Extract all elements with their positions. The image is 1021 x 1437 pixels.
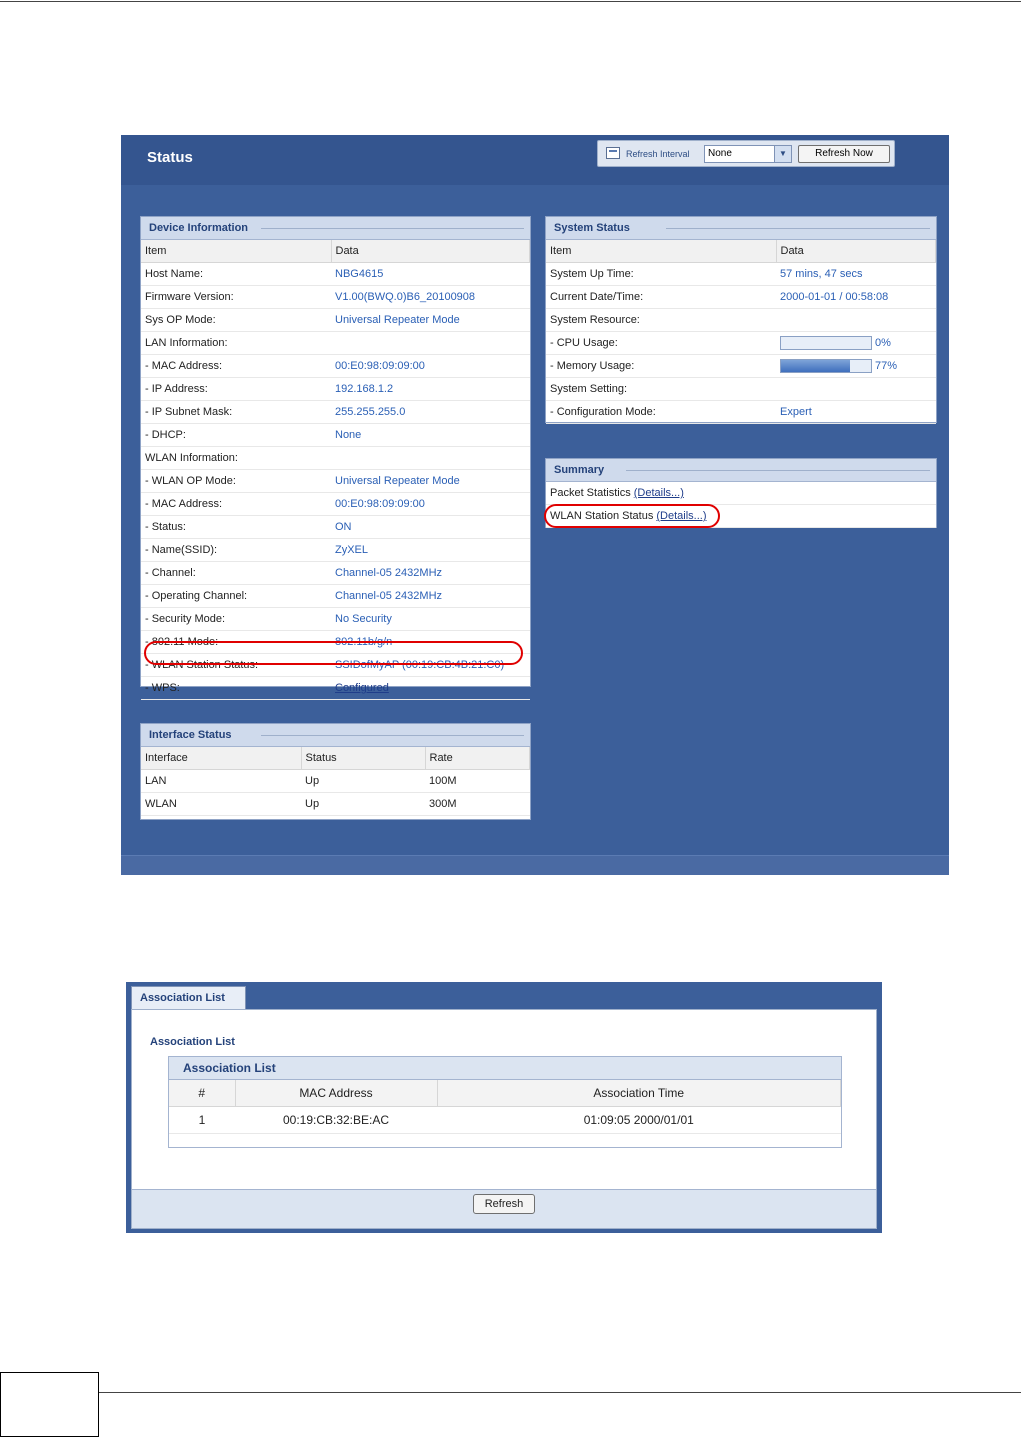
- refresh-now-button[interactable]: Refresh Now: [798, 145, 890, 163]
- cell-rate: 100M: [425, 770, 530, 793]
- device-information-panel: [140, 216, 531, 694]
- row-label: System Resource:: [546, 309, 776, 332]
- system-status-table: [546, 240, 936, 424]
- row-value: 255.255.255.0: [331, 401, 530, 424]
- table-row: [141, 677, 530, 700]
- row-label: - Name(SSID):: [141, 539, 331, 562]
- chevron-down-icon: ▼: [774, 146, 791, 162]
- row-value: 192.168.1.2: [331, 378, 530, 401]
- row-label: - Channel:: [141, 562, 331, 585]
- table-row: [141, 424, 530, 447]
- table-row: [546, 355, 936, 378]
- table-row: [141, 770, 530, 793]
- summary-panel: [545, 458, 937, 528]
- association-list-table: [169, 1080, 841, 1134]
- row-value: 00:E0:98:09:09:00: [331, 355, 530, 378]
- cpu-usage-bar: [780, 336, 872, 350]
- row-label: - Status:: [141, 516, 331, 539]
- row-label: - Configuration Mode:: [546, 401, 776, 424]
- packet-statistics-details-link[interactable]: (Details...): [633, 487, 684, 499]
- row-label: - Security Mode:: [141, 608, 331, 631]
- row-label: - IP Address:: [141, 378, 331, 401]
- table-row: [546, 309, 936, 332]
- row-label: - MAC Address:: [141, 355, 331, 378]
- association-list-screen: [126, 982, 882, 1233]
- table-row-wlan-station-status: [141, 654, 530, 677]
- row-value: Channel-05 2432MHz: [331, 562, 530, 585]
- table-row: [141, 378, 530, 401]
- column-header-rate: Rate: [425, 747, 530, 770]
- row-value: Channel-05 2432MHz: [331, 585, 530, 608]
- row-value: V1.00(BWQ.0)B6_20100908: [331, 286, 530, 309]
- column-header-interface: Interface: [141, 747, 301, 770]
- refresh-interval-select[interactable]: [704, 145, 792, 163]
- system-status-title: System Status: [554, 222, 630, 234]
- table-row: [141, 562, 530, 585]
- row-label: WLAN Information:: [141, 447, 331, 470]
- row-value: ZyXEL: [331, 539, 530, 562]
- row-label: - IP Subnet Mask:: [141, 401, 331, 424]
- bottom-rule: [99, 1392, 1021, 1393]
- header-rule: [261, 735, 524, 736]
- row-value: [331, 332, 530, 355]
- memory-usage-fill: [781, 360, 850, 372]
- cell-interface: WLAN: [141, 793, 301, 816]
- row-label: - WPS:: [141, 677, 331, 700]
- table-row: [141, 516, 530, 539]
- status-screen: [121, 135, 949, 875]
- row-value: [776, 309, 936, 332]
- association-list-footer: [132, 1189, 876, 1228]
- column-header-item: Item: [546, 240, 776, 263]
- refresh-interval-icon: [606, 147, 620, 159]
- refresh-interval-label: Refresh Interval: [626, 149, 690, 159]
- table-row: [141, 493, 530, 516]
- refresh-interval-value: None: [708, 148, 732, 159]
- tab-association-list[interactable]: Association List: [131, 986, 246, 1010]
- row-value: Universal Repeater Mode: [331, 470, 530, 493]
- header-rule: [666, 228, 930, 229]
- packet-statistics-label: Packet Statistics: [550, 487, 631, 499]
- row-value: 57 mins, 47 secs: [776, 263, 936, 286]
- page-number-box: [0, 1372, 99, 1437]
- row-label: System Setting:: [546, 378, 776, 401]
- row-label: - Memory Usage:: [546, 355, 776, 378]
- row-label: - Operating Channel:: [141, 585, 331, 608]
- summary-header: [546, 459, 936, 482]
- table-row: [141, 447, 530, 470]
- table-row: [546, 286, 936, 309]
- association-list-content: [131, 1009, 877, 1229]
- header-rule: [261, 228, 524, 229]
- table-row: [141, 608, 530, 631]
- cell-rate: 300M: [425, 793, 530, 816]
- cell-association-time: 01:09:05 2000/01/01: [437, 1107, 841, 1134]
- row-label: Host Name:: [141, 263, 331, 286]
- table-row: [141, 401, 530, 424]
- column-header-status: Status: [301, 747, 425, 770]
- device-information-table: [141, 240, 530, 700]
- association-list-panel: [168, 1056, 842, 1148]
- row-value: 00:E0:98:09:09:00: [331, 493, 530, 516]
- row-value: 802.11b/g/n: [331, 631, 530, 654]
- table-row: [141, 263, 530, 286]
- cell-status: Up: [301, 770, 425, 793]
- column-header-mac-address: MAC Address: [235, 1080, 437, 1107]
- summary-table: [546, 482, 936, 528]
- row-value: No Security: [331, 608, 530, 631]
- wps-configured-link[interactable]: Configured: [335, 682, 389, 694]
- row-label: Sys OP Mode:: [141, 309, 331, 332]
- association-list-subtitle: Association List: [150, 1036, 235, 1048]
- refresh-button[interactable]: Refresh: [473, 1194, 535, 1214]
- refresh-interval-bar: [597, 140, 895, 167]
- interface-status-table: [141, 747, 530, 816]
- table-row: [141, 539, 530, 562]
- system-status-header: [546, 217, 936, 240]
- interface-status-panel: [140, 723, 531, 820]
- table-row: [546, 401, 936, 424]
- row-value: Expert: [776, 401, 936, 424]
- row-value: ON: [331, 516, 530, 539]
- row-label: Firmware Version:: [141, 286, 331, 309]
- header-rule: [626, 470, 930, 471]
- summary-title: Summary: [554, 464, 605, 476]
- row-value: [331, 447, 530, 470]
- table-row: [141, 332, 530, 355]
- row-value: NBG4615: [331, 263, 530, 286]
- table-row: [141, 470, 530, 493]
- cell-interface: LAN: [141, 770, 301, 793]
- column-header-data: Data: [776, 240, 936, 263]
- column-header-number: #: [169, 1080, 235, 1107]
- table-row: [141, 585, 530, 608]
- cell-mac-address: 00:19:CB:32:BE:AC: [235, 1107, 437, 1134]
- row-value: [776, 378, 936, 401]
- row-label: - MAC Address:: [141, 493, 331, 516]
- interface-status-header: [141, 724, 530, 747]
- column-header-association-time: Association Time: [437, 1080, 841, 1107]
- cell-number: 1: [169, 1107, 235, 1134]
- row-label: - WLAN Station Status:: [141, 654, 331, 677]
- interface-status-title: Interface Status: [149, 729, 232, 741]
- table-row: [141, 631, 530, 654]
- table-row: [141, 286, 530, 309]
- table-row: [141, 355, 530, 378]
- row-label: Current Date/Time:: [546, 286, 776, 309]
- table-row: [141, 793, 530, 816]
- row-label: - 802.11 Mode:: [141, 631, 331, 654]
- table-row: [546, 332, 936, 355]
- row-label: - DHCP:: [141, 424, 331, 447]
- system-status-panel: [545, 216, 937, 423]
- row-label: System Up Time:: [546, 263, 776, 286]
- top-rule: [0, 1, 1021, 2]
- status-header: [121, 135, 949, 185]
- table-row: [141, 309, 530, 332]
- cell-status: Up: [301, 793, 425, 816]
- table-row: [546, 263, 936, 286]
- device-information-header: [141, 217, 530, 240]
- memory-usage-percent: 77%: [875, 360, 898, 372]
- page-title: Status: [147, 149, 193, 166]
- table-row: [169, 1107, 841, 1134]
- table-row: [546, 378, 936, 401]
- row-value: Universal Repeater Mode: [331, 309, 530, 332]
- association-list-panel-title: Association List: [169, 1057, 841, 1080]
- row-label: LAN Information:: [141, 332, 331, 355]
- row-value: SSIDofMyAP (00:19:CB:4B:21:C0): [331, 654, 530, 677]
- row-label: - CPU Usage:: [546, 332, 776, 355]
- cpu-usage-percent: 0%: [875, 337, 891, 349]
- status-footer: [121, 855, 949, 875]
- table-row: [546, 482, 936, 505]
- row-value: None: [331, 424, 530, 447]
- device-information-title: Device Information: [149, 222, 249, 234]
- row-label: - WLAN OP Mode:: [141, 470, 331, 493]
- table-row: [546, 505, 936, 528]
- row-value: 2000-01-01 / 00:58:08: [776, 286, 936, 309]
- wlan-station-status-details-link[interactable]: (Details...): [656, 510, 707, 522]
- column-header-item: Item: [141, 240, 331, 263]
- memory-usage-bar: [780, 359, 872, 373]
- wlan-station-status-label: WLAN Station Status: [550, 510, 654, 522]
- column-header-data: Data: [331, 240, 530, 263]
